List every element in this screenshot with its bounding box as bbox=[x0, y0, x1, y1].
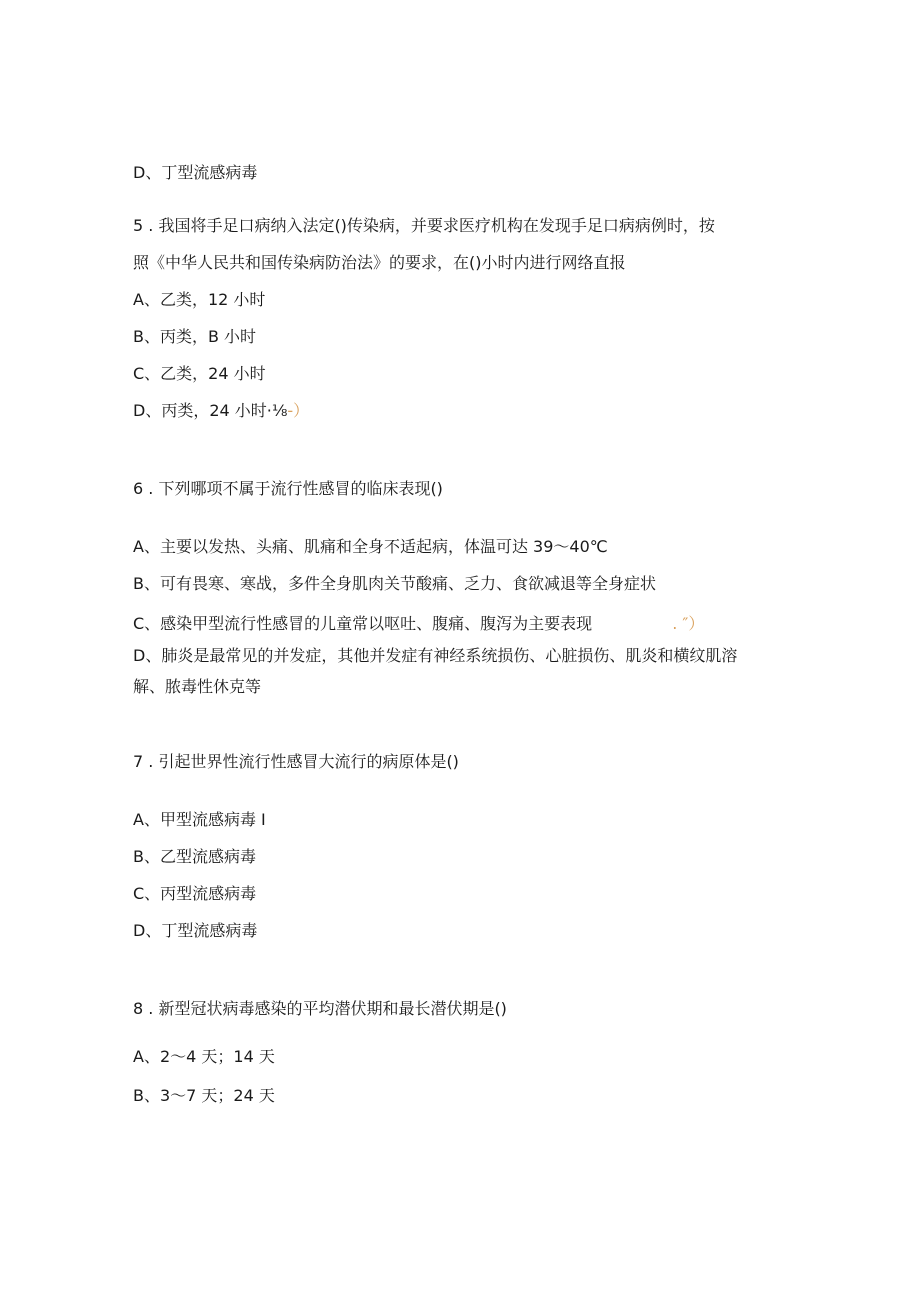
q5-stem-line2: 照《中华人民共和国传染病防治法》的要求，在()小时内进行网络直报 bbox=[133, 253, 626, 272]
q8-option-b: B、3～7 天；24 天 bbox=[133, 1086, 275, 1105]
q7-option-a: A、甲型流感病毒 I bbox=[133, 810, 266, 829]
q6-option-c-row bbox=[133, 614, 704, 634]
q7-option-c: C、丙型流感病毒 bbox=[133, 884, 257, 903]
q5-option-b: B、丙类，B 小时 bbox=[133, 327, 257, 346]
q5-stem-line1: 5 . 我国将手足口病纳入法定()传染病，并要求医疗机构在发现手足口病病例时，按 bbox=[133, 216, 715, 235]
q6-option-a: A、主要以发热、头痛、肌痛和全身不适起病，体温可达 39～40℃ bbox=[133, 537, 608, 556]
q6-option-d-line2: 解、脓毒性休克等 bbox=[133, 677, 262, 696]
q7-stem: 7 . 引起世界性流行性感冒大流行的病原体是() bbox=[133, 752, 459, 771]
q8-stem: 8 . 新型冠状病毒感染的平均潜伏期和最长潜伏期是() bbox=[133, 999, 507, 1018]
q5-option-c: C、乙类，24 小时 bbox=[133, 364, 266, 383]
q6-option-b: B、可有畏寒、寒战，多件全身肌肉关节酸痛、乏力、食欲减退等全身症状 bbox=[133, 574, 656, 593]
q6-option-c-mark: . ″） bbox=[672, 614, 705, 633]
q5-option-d: D、丙类，24 小时·⅛ bbox=[133, 401, 288, 420]
q6-option-d-line1: D、肺炎是最常见的并发症，其他并发症有神经系统损伤、心脏损伤、肌炎和横纹肌溶 bbox=[133, 646, 738, 665]
q5-option-d-mark: -） bbox=[287, 401, 310, 420]
q5-option-d-row bbox=[133, 401, 309, 421]
q5-option-a: A、乙类，12 小时 bbox=[133, 290, 266, 309]
q7-option-b: B、乙型流感病毒 bbox=[133, 847, 256, 866]
q8-option-a: A、2～4 天；14 天 bbox=[133, 1047, 275, 1066]
q7-option-d: D、丁型流感病毒 bbox=[133, 921, 258, 940]
q6-option-c: C、感染甲型流行性感冒的儿童常以呕吐、腹痛、腹泻为主要表现 bbox=[133, 614, 593, 633]
q6-stem: 6 . 下列哪项不属于流行性感冒的临床表现() bbox=[133, 479, 443, 498]
q4-option-d: D、丁型流感病毒 bbox=[133, 163, 258, 182]
